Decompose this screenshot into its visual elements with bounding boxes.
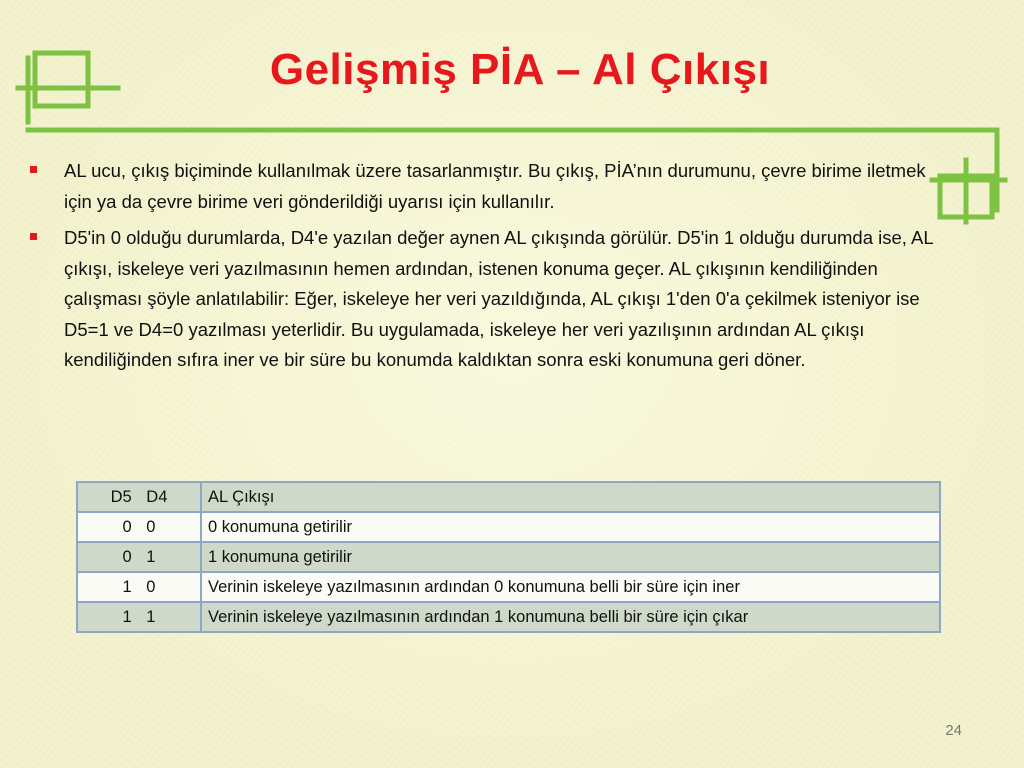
table-header-row (77, 482, 940, 512)
table-row (77, 572, 940, 602)
table-cell: Verinin iskeleye yazılmasının ardından 1 konumuna belli bir süre için çıkar (201, 602, 940, 632)
bullet-text: AL ucu, çıkış biçiminde kullanılmak üzere tasarlanmıştır. Bu çıkış, PİA’nın durumunu, çevre birime iletmek için ya da çevre birime veri gönderildiği uyarısı için kullanılır. (64, 160, 926, 212)
table-cell: 0 konumuna getirilir (201, 512, 940, 542)
bullet-item (30, 156, 950, 217)
table-cell: 0 0 (77, 512, 201, 542)
table-cell: 1 konumuna getirilir (201, 542, 940, 572)
table-header-cell: AL Çıkışı (201, 482, 940, 512)
al-output-table (76, 481, 941, 633)
page-number: 24 (945, 722, 962, 739)
bullet-item (30, 223, 950, 376)
table-row (77, 542, 940, 572)
table-cell: 0 1 (77, 542, 201, 572)
table-row (77, 602, 940, 632)
bullet-list (30, 156, 950, 382)
table-header-cell: D5 D4 (77, 482, 201, 512)
slide-title: Gelişmiş PİA – Al Çıkışı (269, 45, 771, 94)
table-cell: 1 0 (77, 572, 201, 602)
bullet-text: D5'in 0 olduğu durumlarda, D4'e yazılan değer aynen AL çıkışında görülür. D5'in 1 olduğu durumda ise, AL çıkışı, iskeleye veri yazılmasının hemen ardından, istenen konuma geçer. AL çıkışının kendiliğinden çalışması şöyle anlatılabilir: Eğer, iskeleye her veri yazıldığında, AL çıkışı 1'den 0'a çekilmek isteniyor ise D5=1 ve D4=0 yazılması yeterlidir. Bu uygulamada, iskeleye her veri yazılışının ardından AL çıkışı kendiliğinden sıfıra iner ve bir süre bu konumda kaldıktan sonra eski konumuna geri döner. (64, 227, 933, 370)
square-bullet-icon (30, 233, 37, 240)
square-bullet-icon (30, 166, 37, 173)
table-cell: 1 1 (77, 602, 201, 632)
table-row (77, 512, 940, 542)
table-cell: Verinin iskeleye yazılmasının ardından 0 konumuna belli bir süre için iner (201, 572, 940, 602)
truth-table (76, 481, 941, 633)
